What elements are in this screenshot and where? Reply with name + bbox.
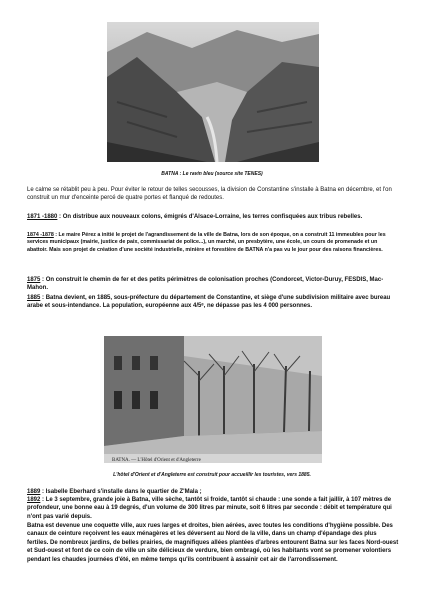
ravine-photo <box>107 22 319 162</box>
entry-1874-year: 1874 -1878 <box>27 232 54 238</box>
final-paragraph: Batna est devenue une coquette ville, aux rues larges et droites, bien aérées, avec toutes les conditions d'hygiène possible. Des canaux de ceinture reçoivent les eaux ménagères et les déversent au Nord de la ville, dans un champ d'épandage des plus fertiles. De nombreux jardins, de belles prairies, de magnifiques allées plantées d'arbres entourent Batna sur les faces Nord-ouest et Sud-ouest et font de ce coin de ville un site délicieux de verdure, bien ombragé, où les habitants vont se promener volontiers pendant les chaudes journées d'été, en même temps qu'ils contribuent à assainir cet air de l'arrondissement. <box>27 523 399 563</box>
entry-1871-year: 1871 -1880 <box>27 214 58 220</box>
entry-1875 <box>27 276 399 293</box>
hotel-photo-caption: L'hôtel d'Orient et d'Angleterre est construit pour accueillir les touristes, vers 1885. <box>113 472 311 478</box>
entry-1885 <box>27 294 399 311</box>
hotel-photo <box>104 336 322 463</box>
entry-1892-text: : Le 3 septembre, grande joie à Batna, ville sèche, tantôt si froide, tantôt si chaude : une sonde a fait jaillir, à 107 mètres de profondeur, une bonne eau à 19 degrés, d'un volume de 300 litres par minute, soit 6 litres par seconde : débit et température qui n'ont pas varié depuis. <box>27 497 392 520</box>
entry-1875-year: 1875 <box>27 277 41 283</box>
entry-1874 <box>27 232 399 254</box>
intro-paragraph: Le calme se rétablit peu à peu. Pour éviter le retour de telles secousses, la division de Constantine s'installe à Batna en décembre, et l'on construit un mur d'enceinte percé de quatre portes et flanqué de redoutes. <box>27 187 392 202</box>
entry-1871 <box>27 213 399 221</box>
entry-1892 <box>27 496 399 521</box>
entry-1874-text: : Le maire Pérez a initié le projet de l'agrandissement de la ville de Batna, lors de son époque, on a construit 11 immeubles pour les services municipaux (mairie, justice de paix, commissariat de police...), un marché, un presbytère, une école, un cours de promenade et un abattoir. Mais son projet de création d'une société industrielle, minière et forestière de BATNA n'a pas vu le jour pour des raisons financières. <box>27 232 386 253</box>
entry-1892-year: 1892 <box>27 497 41 503</box>
hotel-photo-print-label: BATNA. — L'Hôtel d'Orient et d'Angleterre <box>112 458 201 463</box>
entry-1885-year: 1885 <box>27 295 41 301</box>
entry-1885-text: : Batna devient, en 1885, sous-préfecture du département de Constantine, et siège d'une subdivision militaire avec bureau arabe et sous-intendance. La population, européenne aux 4/5ᵉ, ne dépasse pas les 4 000 personnes. <box>27 295 391 310</box>
entry-1889-year: 1889 <box>27 489 41 495</box>
ravine-photo-caption: BATNA : Le ravin bleu (source site TENES) <box>161 171 263 177</box>
entry-1889-text: : Isabelle Eberhard s'installe dans le quartier de Z'Mala ; <box>40 489 202 495</box>
entry-1875-text: : On construit le chemin de fer et des petits périmètres de colonisation proches (Condorcet, Victor-Duruy, FESDIS, Mac-Mahon. <box>27 277 384 292</box>
entry-1871-text: : On distribue aux nouveaux colons, émigrés d'Alsace-Lorraine, les terres confisquées aux tribus rebelles. <box>57 214 363 220</box>
